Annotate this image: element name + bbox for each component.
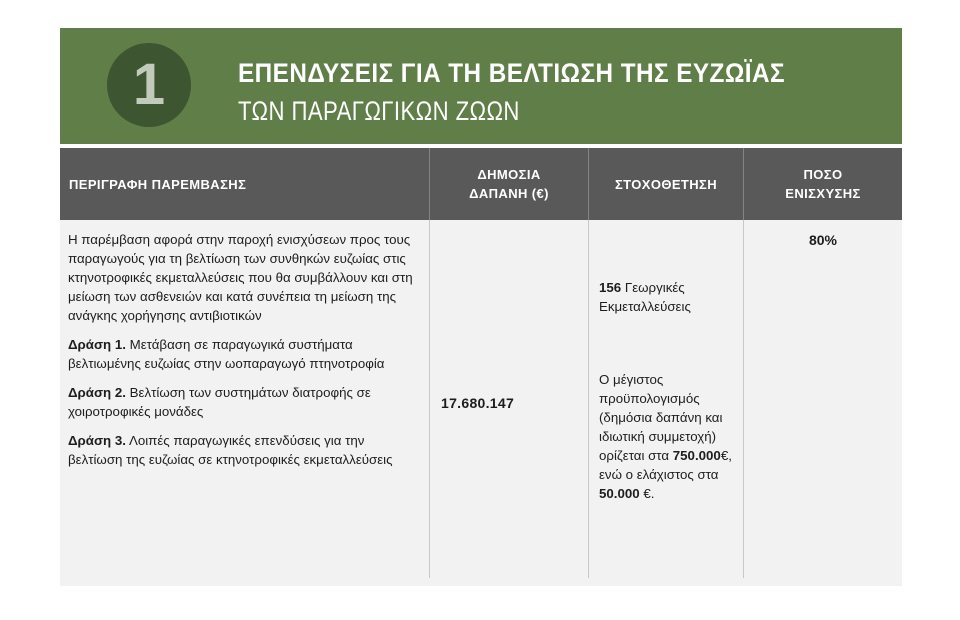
column-divider	[588, 220, 589, 578]
header-public-cost	[430, 148, 588, 220]
description-cell	[68, 230, 416, 479]
header-description-label: ΠΕΡΙΓΡΑΦΗ ΠΑΡΕΜΒΑΣΗΣ	[69, 176, 247, 192]
header-support-line2: ΕΝΙΣΧΥΣΗΣ	[785, 186, 861, 201]
header-support-line1: ΠΟΣΟ	[803, 167, 843, 182]
section-title-line1: ΕΠΕΝΔΥΣΕΙΣ ΓΙΑ ΤΗ ΒΕΛΤΙΩΣΗ ΤΗΣ ΕΥΖΩΪΑΣ	[238, 58, 786, 88]
action-text: Βελτίωση των συστημάτων διατροφής σε χοιροτροφικές μονάδες	[68, 385, 371, 419]
column-divider	[429, 220, 430, 578]
header-cost-line2: ΔΑΠΑΝΗ (€)	[469, 186, 549, 201]
section-title-line2: ΤΩΝ ΠΑΡΑΓΩΓΙΚΩΝ ΖΩΩΝ	[238, 96, 520, 126]
section-number-badge	[107, 43, 191, 127]
target-budget	[599, 370, 739, 503]
header-cost-line1: ΔΗΜΟΣΙΑ	[477, 167, 541, 182]
section-banner	[60, 28, 902, 144]
target-count: 156	[599, 280, 622, 295]
min-amount: 50.000	[599, 486, 640, 501]
target-count-text: Γεωργικές Εκμεταλλεύσεις	[599, 280, 691, 314]
section-number: 1	[132, 52, 166, 117]
budget-text: €, ενώ ο ελάχιστος στα	[599, 448, 732, 482]
action-label: Δράση 1.	[68, 337, 126, 352]
action-item	[68, 335, 416, 373]
description-intro: Η παρέμβαση αφορά στην παροχή ενισχύσεων προς τους παραγωγούς για τη βελτίωση των συνθηκών ευζωίας στις κτηνοτροφικές εκμεταλλεύσεις που θα συμβάλλουν και στη μείωση των ασθενειών και κατά συνέπεια τη μείωση της ανάγκης χορήγησης αντιβιοτικών	[68, 232, 413, 323]
header-description	[69, 148, 429, 220]
public-cost-value: 17.680.147	[441, 395, 515, 411]
action-label: Δράση 2.	[68, 385, 126, 400]
action-item	[68, 431, 416, 469]
header-target-label: ΣΤΟΧΟΘΕΤΗΣΗ	[614, 176, 718, 192]
action-text: Μετάβαση σε παραγωγικά συστήματα βελτιωμένης ευζωίας στην ωοπαραγωγό πτηνοτροφία	[68, 337, 385, 371]
target-holdings	[599, 278, 739, 316]
header-target	[589, 148, 743, 220]
budget-text: €.	[643, 486, 655, 501]
table-header	[60, 148, 902, 220]
header-support-rate	[744, 148, 902, 220]
table-body	[60, 220, 902, 586]
budget-text: Ο μέγιστος προϋπολογισμός (δημόσια δαπάνη και ιδιωτική συμμετοχή) ορίζεται στα	[599, 372, 723, 463]
support-rate-value: 80%	[808, 232, 838, 248]
column-divider	[743, 220, 744, 578]
max-amount: 750.000	[672, 448, 721, 463]
action-text: Λοιπές παραγωγικές επενδύσεις για την βελτίωση της ευζωίας σε κτηνοτροφικές εκμεταλλεύσεις	[68, 433, 393, 467]
action-item	[68, 383, 416, 421]
action-label: Δράση 3.	[68, 433, 126, 448]
